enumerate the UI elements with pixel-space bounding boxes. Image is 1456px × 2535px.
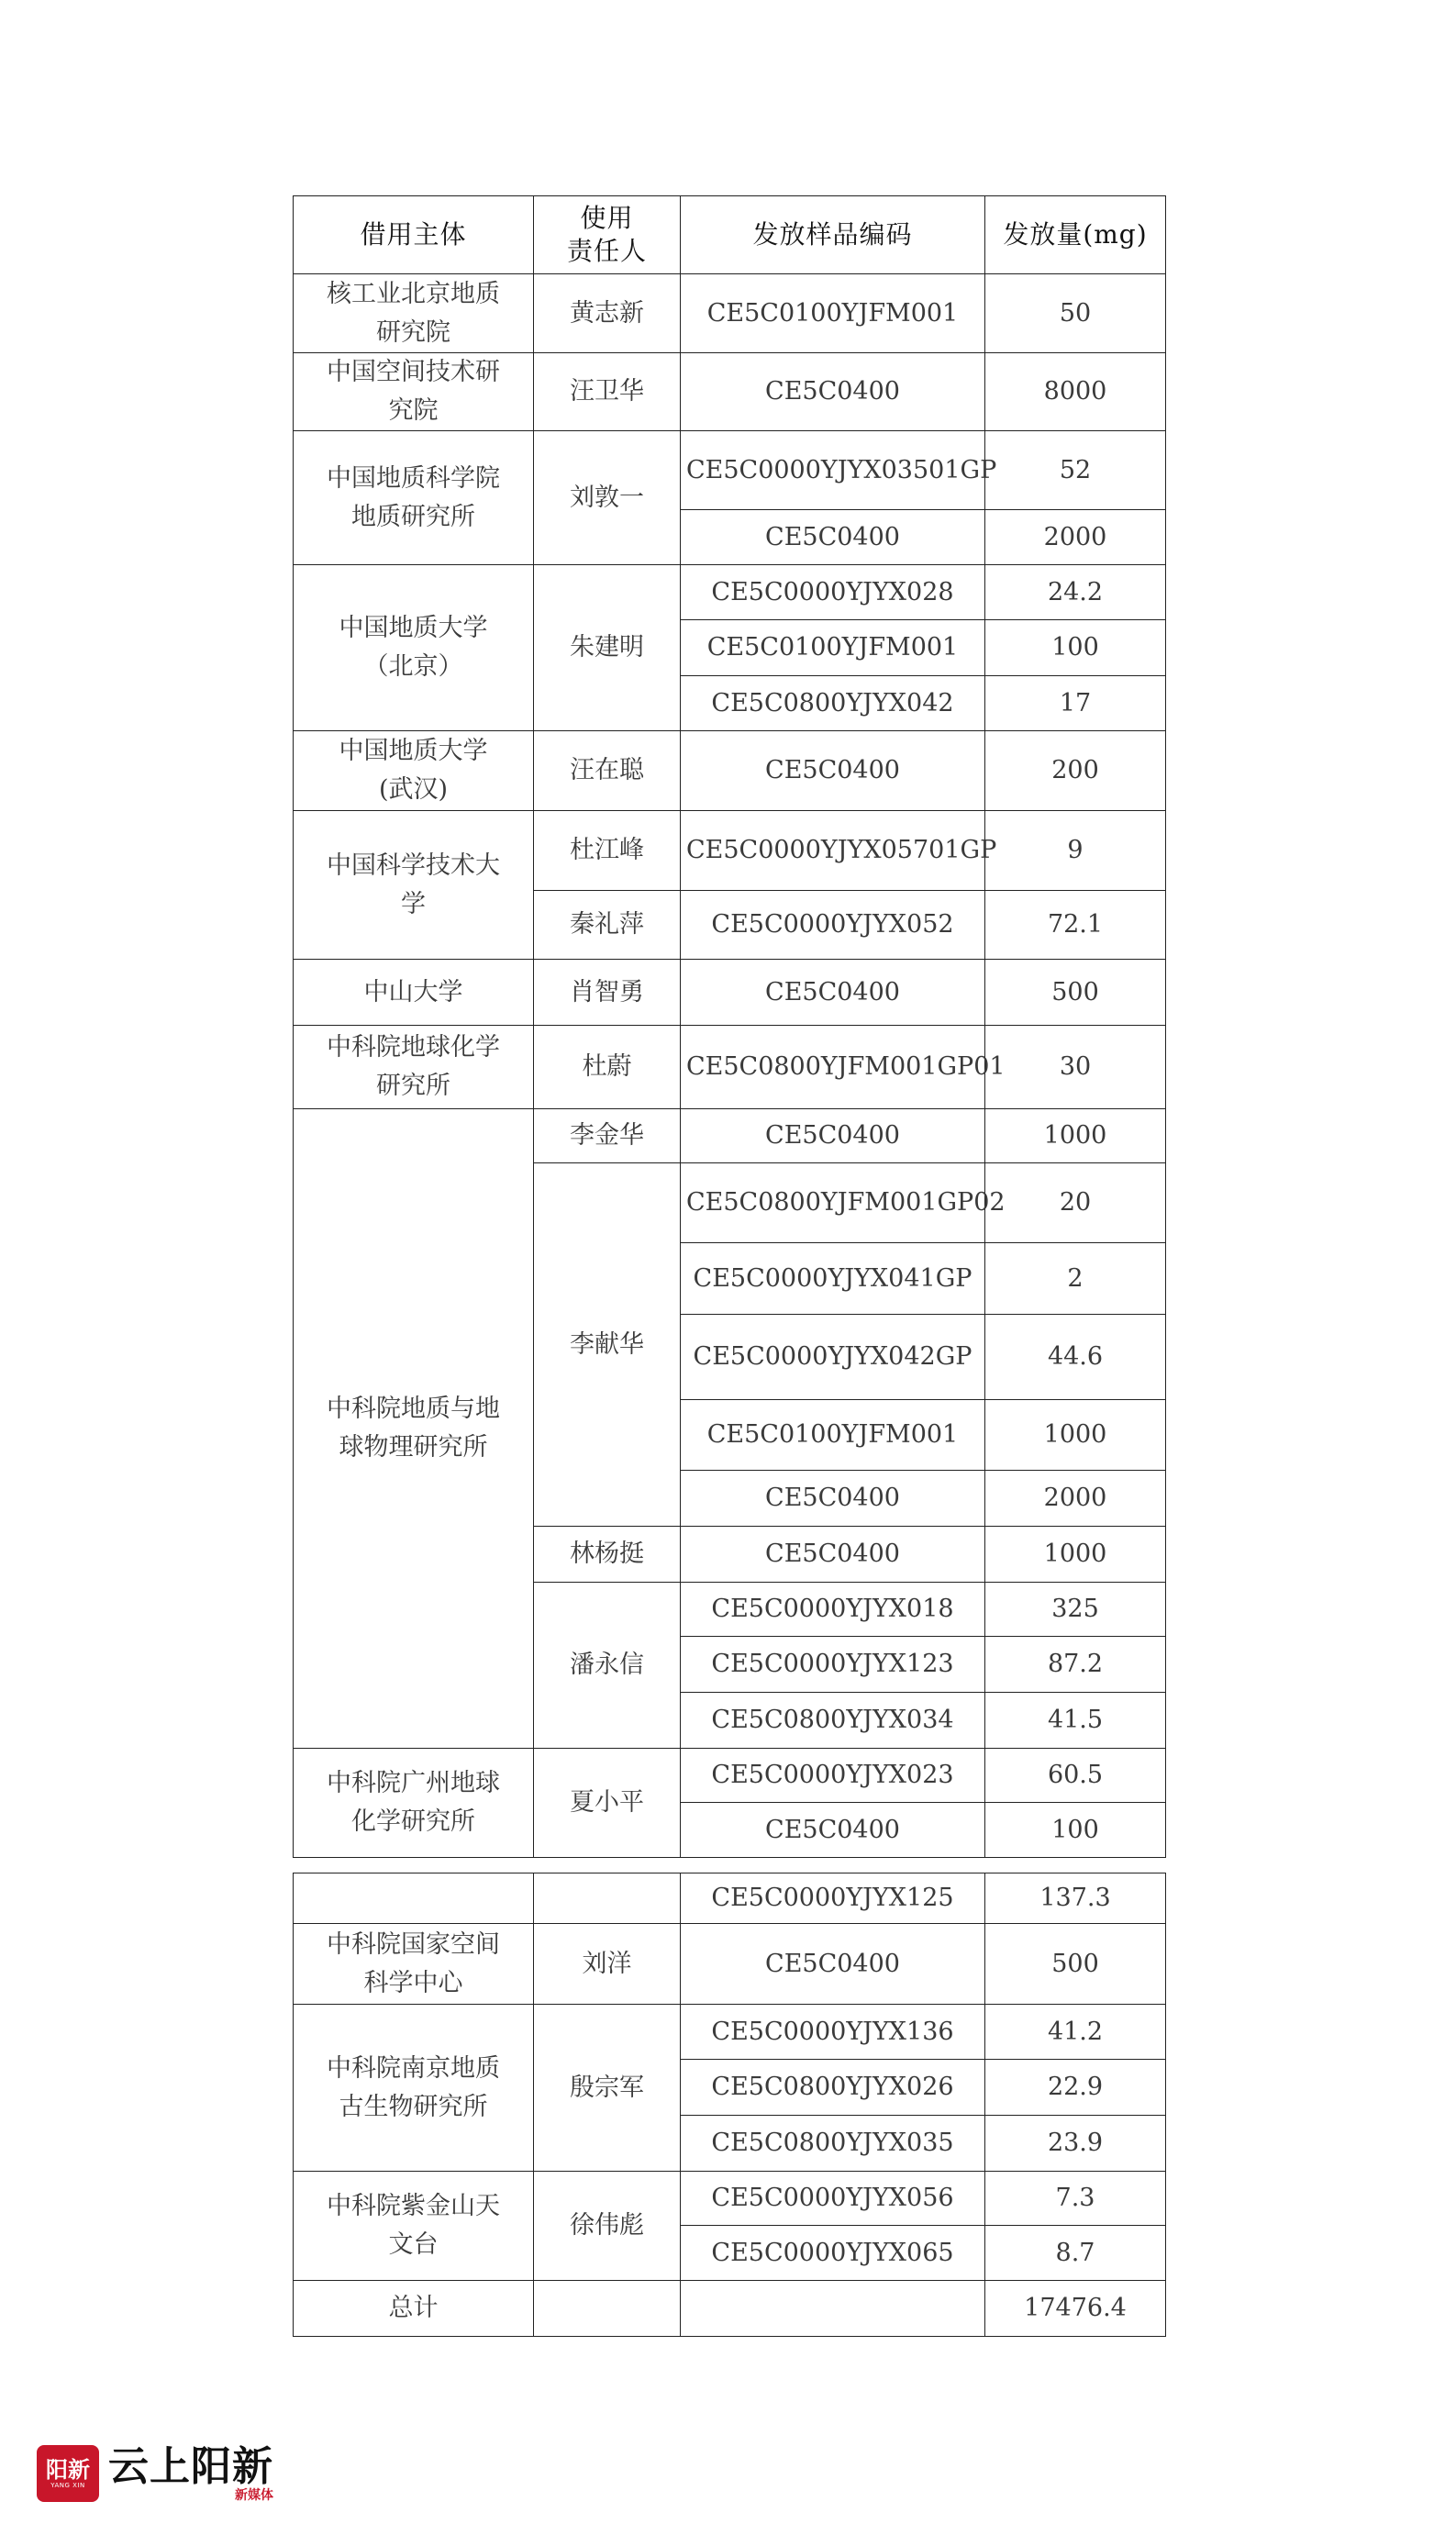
table-row <box>294 960 1166 1026</box>
code-cell: CE5C0100YJFM001 <box>681 274 985 353</box>
code-cell: CE5C0000YJYX065 <box>681 2226 985 2281</box>
table-row <box>294 431 1166 510</box>
person-cell: 夏小平 <box>534 1749 681 1858</box>
person-cell: 肖智勇 <box>534 960 681 1026</box>
person-cell <box>534 2281 681 2337</box>
amount-cell: 22.9 <box>985 2060 1166 2116</box>
code-cell: CE5C0800YJFM001GP02 <box>681 1163 985 1243</box>
code-cell: CE5C0800YJFM001GP01 <box>681 1026 985 1109</box>
amount-cell: 100 <box>985 1803 1166 1858</box>
amount-cell: 60.5 <box>985 1749 1166 1803</box>
header-person: 使用 责任人 <box>534 196 681 274</box>
amount-cell: 200 <box>985 731 1166 811</box>
org-cell: 中科院南京地质 古生物研究所 <box>294 2005 534 2172</box>
org-cell: 中国地质科学院 地质研究所 <box>294 431 534 565</box>
code-cell: CE5C0400 <box>681 1527 985 1583</box>
amount-cell: 8000 <box>985 353 1166 431</box>
table-row <box>294 1924 1166 2005</box>
org-cell: 中科院地质与地 球物理研究所 <box>294 1109 534 1749</box>
table-row <box>294 1749 1166 1803</box>
org-cell: 中国地质大学 (武汉) <box>294 731 534 811</box>
amount-cell: 500 <box>985 960 1166 1026</box>
code-cell: CE5C0400 <box>681 960 985 1026</box>
code-cell: CE5C0400 <box>681 1924 985 2005</box>
table-row <box>294 811 1166 891</box>
org-cell: 中国科学技术大 学 <box>294 811 534 960</box>
person-cell: 汪卫华 <box>534 353 681 431</box>
amount-cell: 30 <box>985 1026 1166 1109</box>
table-row <box>294 274 1166 353</box>
code-cell: CE5C0000YJYX023 <box>681 1749 985 1803</box>
sample-distribution-table-continued <box>293 1873 1166 2337</box>
person-cell: 朱建明 <box>534 565 681 731</box>
total-row <box>294 2281 1166 2337</box>
table-row <box>294 1109 1166 1163</box>
person-cell: 李金华 <box>534 1109 681 1163</box>
amount-cell: 8.7 <box>985 2226 1166 2281</box>
header-code: 发放样品编码 <box>681 196 985 274</box>
table-row <box>294 2172 1166 2226</box>
code-cell <box>681 2281 985 2337</box>
amount-cell: 41.2 <box>985 2005 1166 2060</box>
code-cell: CE5C0100YJFM001 <box>681 1400 985 1471</box>
sample-distribution-table <box>293 195 1166 1858</box>
org-cell: 中科院广州地球 化学研究所 <box>294 1749 534 1858</box>
code-cell: CE5C0000YJYX136 <box>681 2005 985 2060</box>
table-row <box>294 565 1166 620</box>
table-header-row <box>294 196 1166 274</box>
org-cell <box>294 1873 534 1924</box>
amount-cell: 2000 <box>985 1471 1166 1527</box>
person-cell: 秦礼萍 <box>534 891 681 960</box>
header-amount: 发放量(mg) <box>985 196 1166 274</box>
code-cell: CE5C0100YJFM001 <box>681 620 985 676</box>
person-cell: 刘敦一 <box>534 431 681 565</box>
amount-cell: 1000 <box>985 1527 1166 1583</box>
amount-cell: 1000 <box>985 1109 1166 1163</box>
amount-cell: 52 <box>985 431 1166 510</box>
amount-cell: 24.2 <box>985 565 1166 620</box>
code-cell: CE5C0800YJYX034 <box>681 1693 985 1749</box>
code-cell: CE5C0000YJYX056 <box>681 2172 985 2226</box>
code-cell: CE5C0400 <box>681 1803 985 1858</box>
logo-text <box>108 2445 273 2502</box>
code-cell: CE5C0000YJYX052 <box>681 891 985 960</box>
code-cell: CE5C0000YJYX05701GP <box>681 811 985 891</box>
table-row <box>294 2005 1166 2060</box>
person-cell: 潘永信 <box>534 1583 681 1749</box>
code-cell: CE5C0000YJYX123 <box>681 1637 985 1693</box>
code-cell: CE5C0000YJYX042GP <box>681 1315 985 1400</box>
code-cell: CE5C0800YJYX042 <box>681 676 985 731</box>
table-row <box>294 731 1166 811</box>
amount-cell: 2000 <box>985 510 1166 565</box>
org-cell: 中科院国家空间 科学中心 <box>294 1924 534 2005</box>
person-cell: 林杨挺 <box>534 1527 681 1583</box>
code-cell: CE5C0000YJYX03501GP <box>681 431 985 510</box>
amount-cell: 72.1 <box>985 891 1166 960</box>
person-cell: 殷宗军 <box>534 2005 681 2172</box>
person-cell: 刘洋 <box>534 1924 681 2005</box>
person-cell: 杜蔚 <box>534 1026 681 1109</box>
amount-cell: 50 <box>985 274 1166 353</box>
amount-cell: 87.2 <box>985 1637 1166 1693</box>
org-cell: 中科院紫金山天 文台 <box>294 2172 534 2281</box>
table-row <box>294 1026 1166 1109</box>
code-cell: CE5C0400 <box>681 1471 985 1527</box>
logo-mark-icon: 阳新 YANG XIN <box>37 2445 99 2502</box>
org-cell: 中国地质大学 （北京） <box>294 565 534 731</box>
code-cell: CE5C0000YJYX125 <box>681 1873 985 1924</box>
person-cell <box>534 1873 681 1924</box>
code-cell: CE5C0400 <box>681 353 985 431</box>
person-cell: 李献华 <box>534 1163 681 1527</box>
amount-cell: 17 <box>985 676 1166 731</box>
code-cell: CE5C0000YJYX028 <box>681 565 985 620</box>
org-cell: 核工业北京地质 研究院 <box>294 274 534 353</box>
footer-logo <box>37 2441 273 2506</box>
person-cell: 汪在聪 <box>534 731 681 811</box>
amount-cell: 325 <box>985 1583 1166 1637</box>
amount-cell: 500 <box>985 1924 1166 2005</box>
org-cell: 中科院地球化学 研究所 <box>294 1026 534 1109</box>
total-amount: 17476.4 <box>985 2281 1166 2337</box>
amount-cell: 9 <box>985 811 1166 891</box>
amount-cell: 100 <box>985 620 1166 676</box>
amount-cell: 137.3 <box>985 1873 1166 1924</box>
amount-cell: 23.9 <box>985 2116 1166 2172</box>
code-cell: CE5C0800YJYX026 <box>681 2060 985 2116</box>
org-cell: 中国空间技术研 究院 <box>294 353 534 431</box>
code-cell: CE5C0000YJYX018 <box>681 1583 985 1637</box>
total-label: 总计 <box>294 2281 534 2337</box>
amount-cell: 1000 <box>985 1400 1166 1471</box>
code-cell: CE5C0400 <box>681 1109 985 1163</box>
table-row <box>294 1873 1166 1924</box>
logo-title: 云上阳新 <box>108 2443 273 2490</box>
code-cell: CE5C0000YJYX041GP <box>681 1243 985 1315</box>
header-borrower: 借用主体 <box>294 196 534 274</box>
person-cell: 杜江峰 <box>534 811 681 891</box>
amount-cell: 20 <box>985 1163 1166 1243</box>
amount-cell: 44.6 <box>985 1315 1166 1400</box>
code-cell: CE5C0400 <box>681 731 985 811</box>
person-cell: 徐伟彪 <box>534 2172 681 2281</box>
logo-subtitle: 新媒体 <box>235 2488 273 2503</box>
amount-cell: 2 <box>985 1243 1166 1315</box>
org-cell: 中山大学 <box>294 960 534 1026</box>
person-cell: 黄志新 <box>534 274 681 353</box>
code-cell: CE5C0400 <box>681 510 985 565</box>
amount-cell: 41.5 <box>985 1693 1166 1749</box>
amount-cell: 7.3 <box>985 2172 1166 2226</box>
table-row <box>294 353 1166 431</box>
code-cell: CE5C0800YJYX035 <box>681 2116 985 2172</box>
